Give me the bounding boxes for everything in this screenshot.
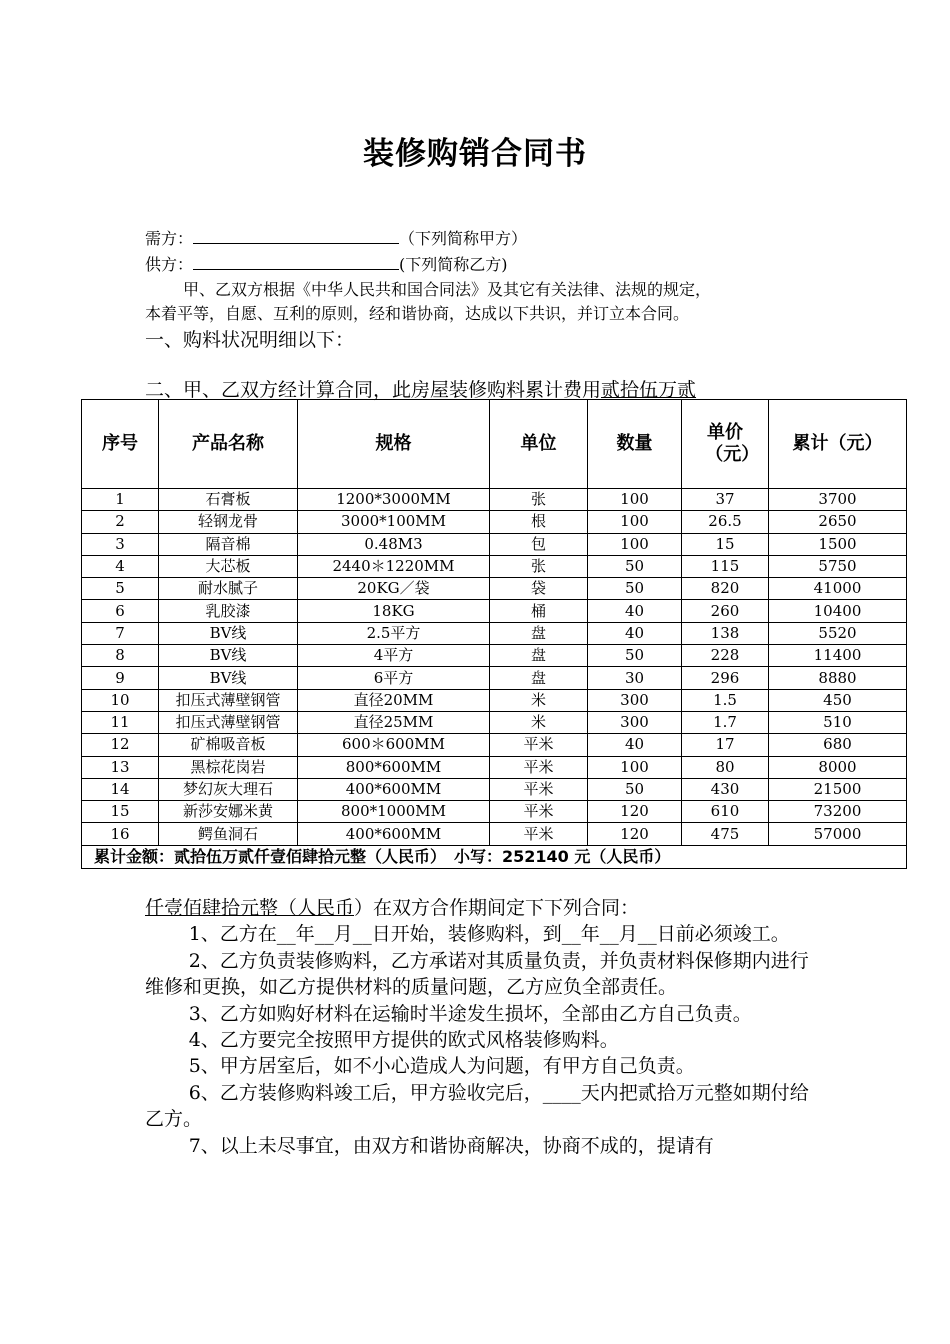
table-cell: 510 xyxy=(769,711,907,733)
seller-suffix: (下列简称乙方) xyxy=(399,255,508,274)
table-cell: 430 xyxy=(682,778,769,800)
table-cell: 11 xyxy=(82,711,159,733)
table-cell: 平米 xyxy=(490,778,588,800)
table-cell: 41000 xyxy=(769,578,907,600)
table-cell: 0.48M3 xyxy=(298,533,490,555)
table-header-row xyxy=(82,400,907,489)
header-cell: 单位 xyxy=(490,400,588,489)
table-cell: 17 xyxy=(682,734,769,756)
table-cell: 8 xyxy=(82,645,159,667)
table-cell: 7 xyxy=(82,622,159,644)
table-cell: 5520 xyxy=(769,622,907,644)
amount-continuation: 仟壹佰肆拾元整（人民币 xyxy=(145,897,355,919)
table-cell: 680 xyxy=(769,734,907,756)
table-cell: 桶 xyxy=(490,600,588,622)
table-cell: 盘 xyxy=(490,622,588,644)
table-cell: 80 xyxy=(682,756,769,778)
table-cell: 1.7 xyxy=(682,711,769,733)
table-cell: 820 xyxy=(682,578,769,600)
materials-table xyxy=(81,399,907,869)
table-cell: 260 xyxy=(682,600,769,622)
buyer-line xyxy=(145,226,527,249)
table-cell: 450 xyxy=(769,689,907,711)
table-cell: 1 xyxy=(82,489,159,511)
table-cell: 包 xyxy=(490,533,588,555)
term-item: 2、乙方负责装修购料，乙方承诺对其质量负责，并负责材料保修期内进行维修和更换，如乙方提供材料的质量问题，乙方应负全部责任。 xyxy=(145,949,809,999)
buyer-suffix: （下列简称甲方） xyxy=(399,229,528,248)
table-cell: 张 xyxy=(490,555,588,577)
table-cell: 50 xyxy=(588,645,682,667)
buyer-blank[interactable] xyxy=(193,229,399,244)
table-cell: 21500 xyxy=(769,778,907,800)
preamble-line-1: 甲、乙双方根据《中华人民共和国合同法》及其它有关法律、法规的规定， xyxy=(183,280,712,299)
table-cell: 400*600MM xyxy=(298,778,490,800)
table-row xyxy=(82,689,907,711)
table-cell: 50 xyxy=(588,555,682,577)
table-cell: 475 xyxy=(682,823,769,845)
table-row xyxy=(82,801,907,823)
table-cell: 2440＊1220MM xyxy=(298,555,490,577)
table-cell: 800*600MM xyxy=(298,756,490,778)
table-cell: 15 xyxy=(682,533,769,555)
table-cell: 138 xyxy=(682,622,769,644)
table-cell: 盘 xyxy=(490,645,588,667)
table-cell: 隔音棉 xyxy=(159,533,298,555)
term-item: 4、乙方要完全按照甲方提供的欧式风格装修购料。 xyxy=(188,1029,619,1052)
table-cell: 轻钢龙骨 xyxy=(159,511,298,533)
table-cell: 115 xyxy=(682,555,769,577)
header-cell: 序号 xyxy=(82,400,159,489)
table-cell: 100 xyxy=(588,489,682,511)
table-row xyxy=(82,823,907,845)
document-title: 装修购销合同书 xyxy=(363,136,587,172)
table-cell: 600＊600MM xyxy=(298,734,490,756)
term-item: 6、乙方装修购料竣工后，甲方验收完后，____天内把贰拾万元整如期付给乙方。 xyxy=(145,1081,809,1131)
table-cell: 14 xyxy=(82,778,159,800)
table-row xyxy=(82,734,907,756)
table-cell: 平米 xyxy=(490,756,588,778)
table-row xyxy=(82,578,907,600)
table-cell: 3000*100MM xyxy=(298,511,490,533)
table-cell: 3700 xyxy=(769,489,907,511)
table-cell: 乳胶漆 xyxy=(159,600,298,622)
term-item: 1、乙方在__年__月__日开始，装修购料，到__年__月__日前必须竣工。 xyxy=(188,923,790,946)
table-row xyxy=(82,756,907,778)
header-cell: 数量 xyxy=(588,400,682,489)
table-cell: 1.5 xyxy=(682,689,769,711)
table-cell: 120 xyxy=(588,801,682,823)
section-2-heading xyxy=(145,375,696,402)
table-cell: 73200 xyxy=(769,801,907,823)
table-cell: 6平方 xyxy=(298,667,490,689)
table-cell: 3 xyxy=(82,533,159,555)
table-cell: 5 xyxy=(82,578,159,600)
table-row xyxy=(82,778,907,800)
table-cell: 8000 xyxy=(769,756,907,778)
table-cell: BV线 xyxy=(159,667,298,689)
term-item: 5、甲方居室后，如不小心造成人为问题，有甲方自己负责。 xyxy=(188,1055,695,1078)
table-cell: 610 xyxy=(682,801,769,823)
table-cell: 1200*3000MM xyxy=(298,489,490,511)
seller-blank[interactable] xyxy=(193,255,399,270)
table-cell: BV线 xyxy=(159,645,298,667)
table-cell: 2650 xyxy=(769,511,907,533)
buyer-label: 需方： xyxy=(145,229,194,248)
section-2-prefix: 二、甲、乙双方经计算合同，此房屋装修购料累计费用 xyxy=(145,379,602,401)
table-row xyxy=(82,600,907,622)
total-amount: 累计金额：贰拾伍万贰仟壹佰肆拾元整（人民币） 小写：252140 元（人民币） xyxy=(82,845,907,868)
table-cell: 根 xyxy=(490,511,588,533)
table-cell: 石膏板 xyxy=(159,489,298,511)
table-cell: 300 xyxy=(588,711,682,733)
table-cell: 12 xyxy=(82,734,159,756)
header-unit-price: 单价（元） xyxy=(705,422,760,465)
table-cell: 296 xyxy=(682,667,769,689)
table-cell: 30 xyxy=(588,667,682,689)
table-cell: 4平方 xyxy=(298,645,490,667)
seller-label: 供方： xyxy=(145,255,194,274)
table-cell: 盘 xyxy=(490,667,588,689)
table-cell: 20KG／袋 xyxy=(298,578,490,600)
table-row xyxy=(82,667,907,689)
term-item: 3、乙方如购好材料在运输时半途发生损坏，全部由乙方自己负责。 xyxy=(188,1002,752,1025)
table-cell: 15 xyxy=(82,801,159,823)
table-cell: 100 xyxy=(588,756,682,778)
table-cell: 平米 xyxy=(490,801,588,823)
table-cell: 400*600MM xyxy=(298,823,490,845)
table-row xyxy=(82,533,907,555)
terms-intro xyxy=(145,895,810,921)
table-cell: 50 xyxy=(588,778,682,800)
table-cell: 8880 xyxy=(769,667,907,689)
table-cell: 40 xyxy=(588,622,682,644)
table-cell: 2.5平方 xyxy=(298,622,490,644)
table-cell: 扣压式薄壁钢管 xyxy=(159,711,298,733)
table-cell: 300 xyxy=(588,689,682,711)
table-cell: 扣压式薄壁钢管 xyxy=(159,689,298,711)
table-cell: 9 xyxy=(82,667,159,689)
terms-section xyxy=(145,895,810,1159)
header-cell: 累计（元） xyxy=(769,400,907,489)
table-cell: 10400 xyxy=(769,600,907,622)
table-cell: 直径25MM xyxy=(298,711,490,733)
table-cell: 耐水腻子 xyxy=(159,578,298,600)
section-1-heading: 一、购料状况明细以下： xyxy=(145,329,355,351)
table-cell: 100 xyxy=(588,533,682,555)
table-total-row xyxy=(82,845,907,868)
table-cell: 57000 xyxy=(769,823,907,845)
table-cell: 16 xyxy=(82,823,159,845)
section-2-amount: 贰拾伍万贰 xyxy=(601,379,697,401)
table-cell: 228 xyxy=(682,645,769,667)
table-row xyxy=(82,511,907,533)
table-cell: 袋 xyxy=(490,578,588,600)
table-cell: 50 xyxy=(588,578,682,600)
table-cell: 26.5 xyxy=(682,511,769,533)
table-cell: 米 xyxy=(490,711,588,733)
term-item: 7、以上未尽事宜，由双方和谐协商解决，协商不成的，提请有 xyxy=(188,1134,714,1157)
table-cell: 100 xyxy=(588,511,682,533)
table-cell: 米 xyxy=(490,689,588,711)
table-cell: 1500 xyxy=(769,533,907,555)
table-row xyxy=(82,622,907,644)
table-row xyxy=(82,489,907,511)
table-cell: 800*1000MM xyxy=(298,801,490,823)
table-cell: 120 xyxy=(588,823,682,845)
table-cell: 6 xyxy=(82,600,159,622)
table-row xyxy=(82,555,907,577)
table-cell: 张 xyxy=(490,489,588,511)
table-row xyxy=(82,645,907,667)
table-cell: 梦幻灰大理石 xyxy=(159,778,298,800)
terms-intro-text: ）在双方合作期间定下下列合同： xyxy=(354,897,640,919)
table-cell: 5750 xyxy=(769,555,907,577)
table-cell: 18KG xyxy=(298,600,490,622)
table-cell: 新莎安娜米黄 xyxy=(159,801,298,823)
table-cell: 13 xyxy=(82,756,159,778)
table-cell: BV线 xyxy=(159,622,298,644)
table-cell: 37 xyxy=(682,489,769,511)
table-cell: 平米 xyxy=(490,734,588,756)
table-cell: 11400 xyxy=(769,645,907,667)
table-cell: 40 xyxy=(588,734,682,756)
table-cell: 4 xyxy=(82,555,159,577)
table-cell: 黑棕花岗岩 xyxy=(159,756,298,778)
header-cell: 产品名称 xyxy=(159,400,298,489)
table-cell: 矿棉吸音板 xyxy=(159,734,298,756)
table-row xyxy=(82,711,907,733)
table-cell: 平米 xyxy=(490,823,588,845)
header-cell: 规格 xyxy=(298,400,490,489)
table-cell: 2 xyxy=(82,511,159,533)
table-cell: 直径20MM xyxy=(298,689,490,711)
header-cell xyxy=(682,400,769,489)
table-cell: 40 xyxy=(588,600,682,622)
preamble-line-2: 本着平等，自愿、互利的原则，经和谐协商，达成以下共识，并订立本合同。 xyxy=(145,304,690,323)
table-cell: 大芯板 xyxy=(159,555,298,577)
seller-line xyxy=(145,252,508,275)
table-cell: 10 xyxy=(82,689,159,711)
table-cell: 鳄鱼洞石 xyxy=(159,823,298,845)
